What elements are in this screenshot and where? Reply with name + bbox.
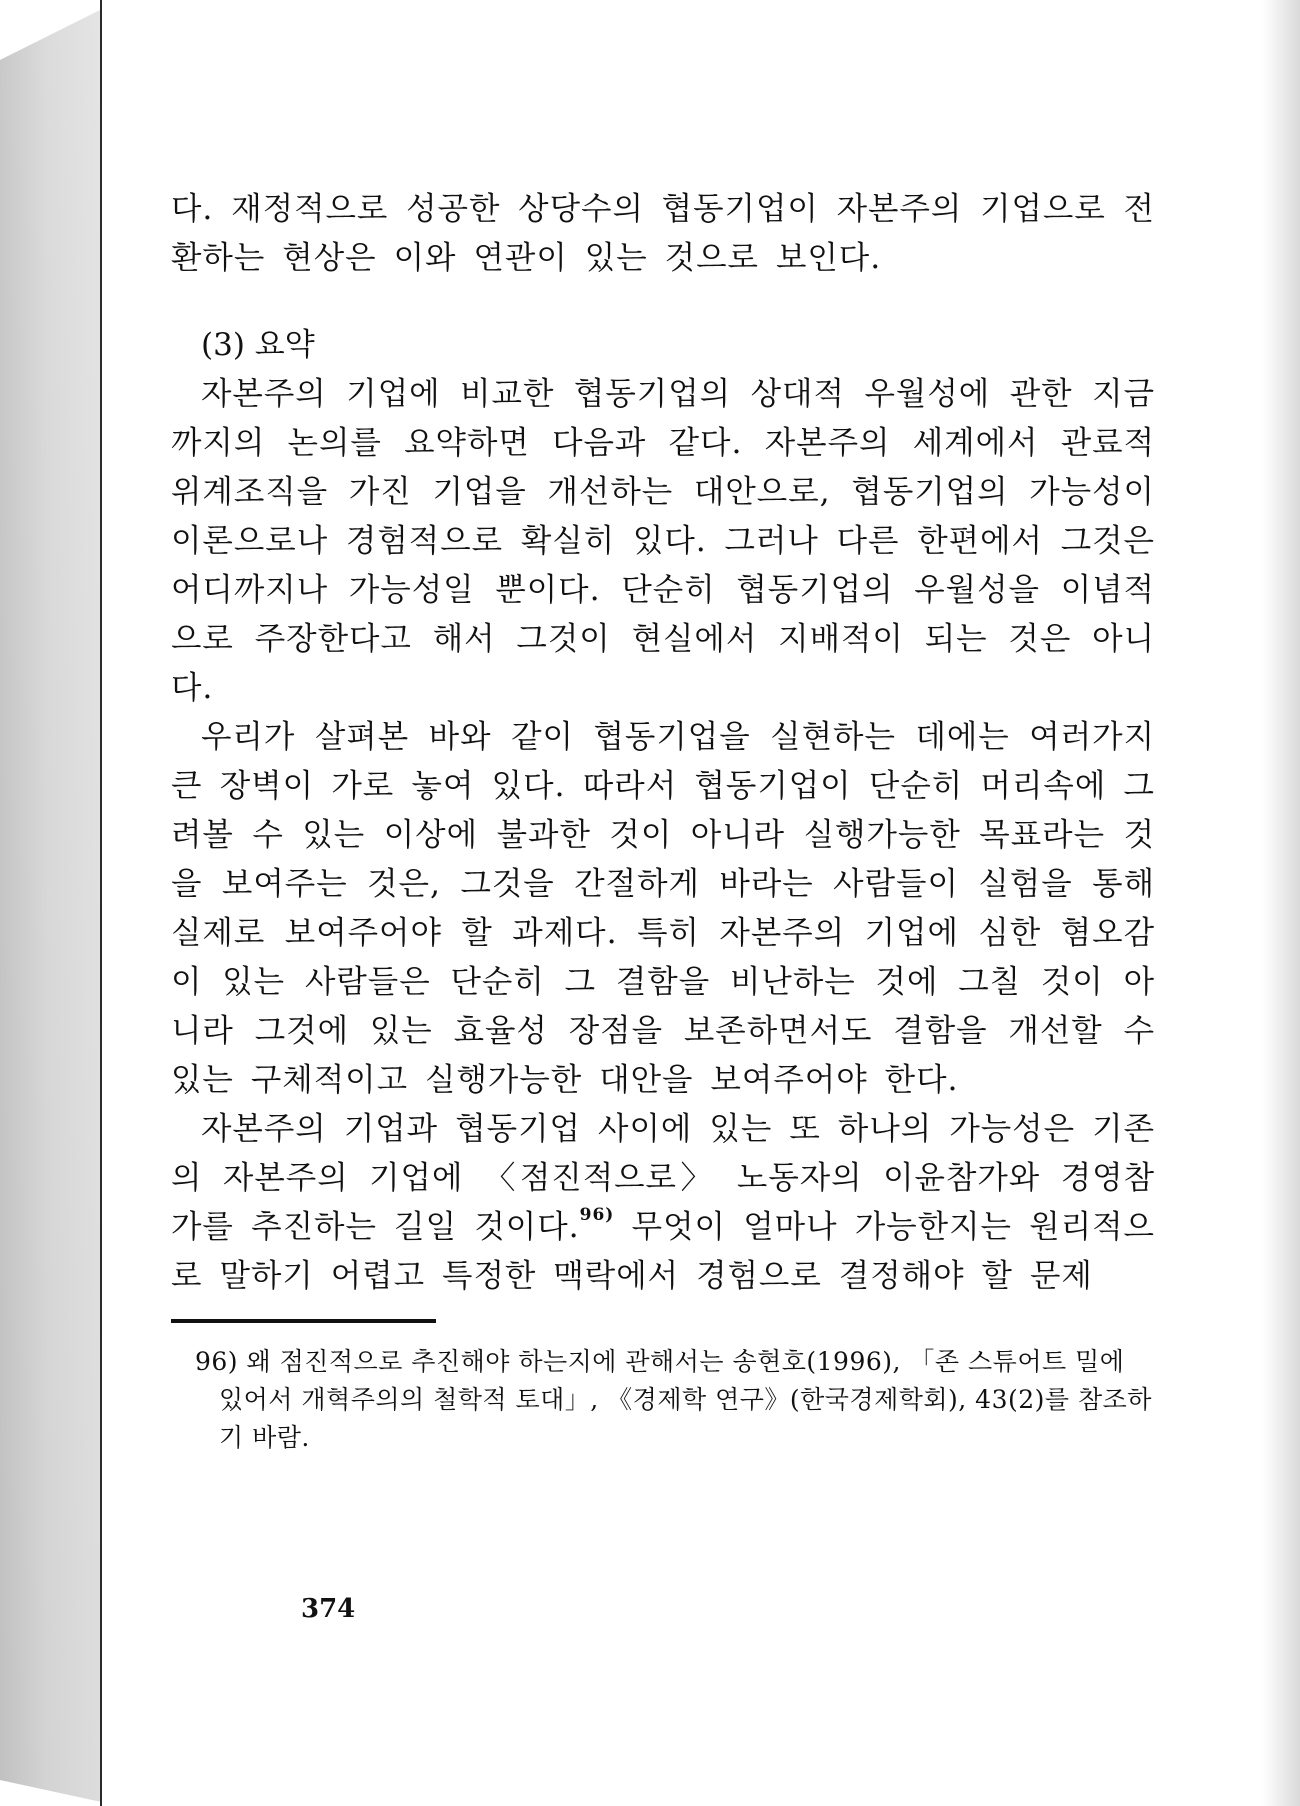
page-number: 374 [301,1594,356,1624]
paragraph-alternative-text: 자본주의 기업과 협동기업 사이에 있는 또 하나의 가능성은 기존의 자본주의 기업에 〈점진적으로〉 노동자의 이윤참가와 경영참가를 추진하는 길일 것이다. [171,1111,1155,1245]
paragraph-alternative [171,1105,1155,1301]
paragraph-barriers: 우리가 살펴본 바와 같이 협동기업을 실현하는 데에는 여러가지 큰 장벽이 가로 놓여 있다. 따라서 협동기업이 단순히 머리속에 그려볼 수 있는 이상에 불과한 것이 아니라 실행가능한 목표라는 것을 보여주는 것은, 그것을 간절하게 바라는 사람들이 실험을 통해 실제로 보여주어야 할 과제다. 특히 자본주의 기업에 심한 혐오감이 있는 사람들은 단순히 그 결함을 비난하는 것에 그칠 것이 아니라 그것에 있는 효율성 장점을 보존하면서도 결함을 개선할 수 있는 구체적이고 실행가능한 대안을 보여주어야 한다. [171,719,1155,1098]
footnote-reference: 96) [579,1205,615,1225]
page-edge-shadow [1262,0,1300,1806]
footnote-96: 96) 왜 점진적으로 추진해야 하는지에 관해서는 송현호(1996), 「존 스튜어트 밀에 있어서 개혁주의의 철학적 토대」, 《경제학 연구》(한국경제학회), 43(2)를 참조하기 바람. [195,1347,1152,1452]
footnote-divider [171,1319,436,1323]
page-content [171,185,1155,1457]
paragraph-alternative-continued: 무엇이 얼마나 가능한지는 원리적으로 말하기 어렵고 특정한 맥락에서 경험으로 결정해야 할 문제 [171,1209,1155,1294]
section-heading: (3) 요약 [201,327,315,363]
paragraph-summary: 자본주의 기업에 비교한 협동기업의 상대적 우월성에 관한 지금까지의 논의를 요약하면 다음과 같다. 자본주의 세계에서 관료적 위계조직을 가진 기업을 개선하는 대안으로, 협동기업의 가능성이 이론으로나 경험적으로 확실히 있다. 그러나 다른 한편에서 그것은 어디까지나 가능성일 뿐이다. 단순히 협동기업의 우월성을 이념적으로 주장한다고 해서 그것이 현실에서 지배적이 되는 것은 아니다. [171,376,1155,706]
paragraph-continued: 다. 재정적으로 성공한 상당수의 협동기업이 자본주의 기업으로 전환하는 현상은 이와 연관이 있는 것으로 보인다. [171,191,1155,276]
